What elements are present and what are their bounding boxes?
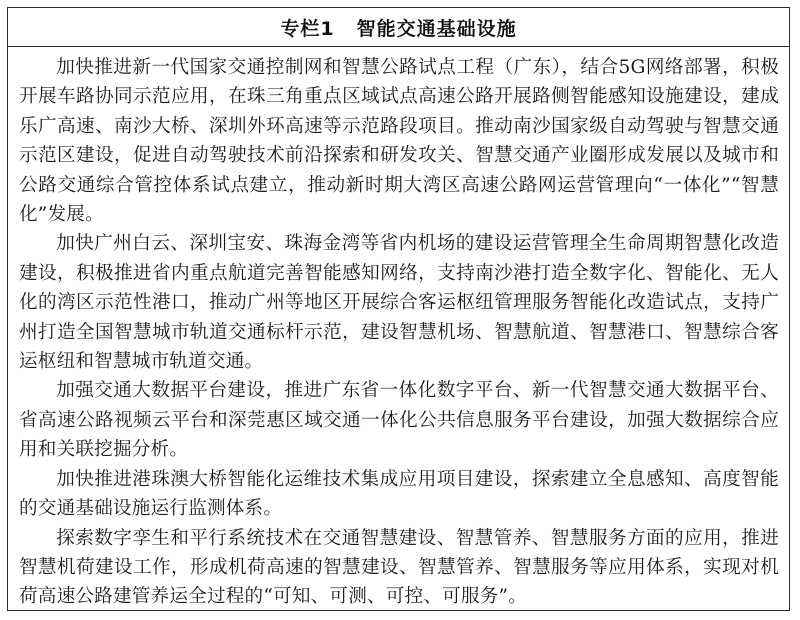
paragraph-hzmb-maintenance: 加快推进港珠澳大桥智能化运维技术集成应用项目建设，探索建立全息感知、高度智能的交通基础设施运行监测体系。 xyxy=(19,468,779,520)
feature-box xyxy=(7,7,790,611)
box-title: 智能交通基础设施 xyxy=(356,17,517,40)
paragraph-smart-airports-ports: 加快广州白云、深圳宝安、珠海金湾等省内机场的建设运营管理全生命周期智慧化改造建设，积极推进省内重点航道完善智能感知网络，支持南沙港打造全数字化、智能化、无人化的湾区示范性港口，推动广州等地区开展综合客运枢纽管理服务智能化改造试点，支持广州打造全国智慧城市轨道交通标杆示范，建设智慧机场、智慧航道、智慧港口、智慧综合客运枢纽和智慧城市轨道交通。 xyxy=(19,233,779,373)
box-content xyxy=(8,47,789,612)
box-label: 专栏1 xyxy=(280,17,335,40)
paragraph-digital-twin: 探索数字孪生和平行系统技术在交通智慧建设、智慧管养、智慧服务方面的应用，推进智慧机荷建设工作，形成机荷高速的智慧建设、智慧管养、智慧服务等应用体系，实现对机荷高速公路建管养运全过程的“可知、可测、可控、可服务”。 xyxy=(19,527,779,608)
box-title-bar xyxy=(8,8,789,47)
paragraph-traffic-control-network: 加快推进新一代国家交通控制网和智慧公路试点工程（广东），结合5G网络部署，积极开展车路协同示范应用，在珠三角重点区域试点高速公路开展路侧智能感知设施建设，建成乐广高速、南沙大桥、深圳外环高速等示范路段项目。推动南沙国家级自动驾驶与智慧交通示范区建设，促进自动驾驶技术前沿探索和研发攻关、智慧交通产业圈形成发展以及城市和公路交通综合管控体系试点建立，推动新时期大湾区高速公路网运营管理向“一体化”“智慧化”发展。 xyxy=(19,57,779,226)
paragraph-big-data-platform: 加强交通大数据平台建设，推进广东省一体化数字平台、新一代智慧交通大数据平台、省高速公路视频云平台和深莞惠区域交通一体化公共信息服务平台建设，加强大数据综合应用和关联挖掘分析。 xyxy=(19,380,779,461)
